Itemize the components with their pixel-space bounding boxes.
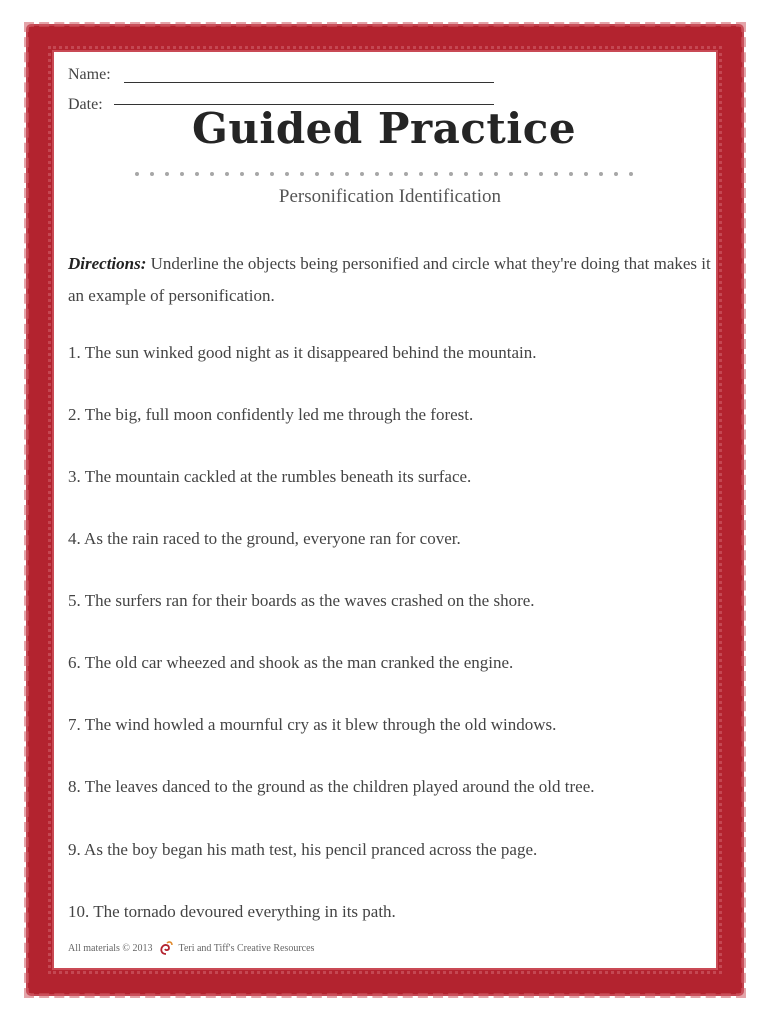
directions-paragraph <box>68 248 720 312</box>
divider-dot <box>270 172 274 176</box>
divider-dot <box>165 172 169 176</box>
list-item: 10. The tornado devoured everything in its path. <box>68 902 396 921</box>
divider-dot <box>180 172 184 176</box>
divider-dot <box>419 172 423 176</box>
divider-dot <box>629 172 633 176</box>
divider-dot <box>539 172 543 176</box>
divider-dot <box>434 172 438 176</box>
list-item: 7. The wind howled a mournful cry as it blew through the old windows. <box>68 715 557 734</box>
divider-dot <box>285 172 289 176</box>
divider-dot <box>584 172 588 176</box>
divider-dot <box>255 172 259 176</box>
divider-dot <box>554 172 558 176</box>
divider-dot <box>210 172 214 176</box>
directions-text: Underline the objects being personified and circle what they're doing that makes it an example of personification. <box>68 254 711 305</box>
list-item: 9. As the boy began his math test, his pencil pranced across the page. <box>68 840 538 859</box>
name-label: Name: <box>68 66 111 83</box>
divider-dot <box>300 172 304 176</box>
footer <box>68 940 314 956</box>
divider-dot <box>330 172 334 176</box>
divider-dot <box>479 172 483 176</box>
divider-dot <box>135 172 139 176</box>
divider-dot <box>449 172 453 176</box>
divider-dot <box>614 172 618 176</box>
divider-dot <box>315 172 319 176</box>
divider-dot <box>360 172 364 176</box>
divider-dot <box>494 172 498 176</box>
divider-dot <box>195 172 199 176</box>
list-item: 4. As the rain raced to the ground, everyone ran for cover. <box>68 529 461 548</box>
divider-dot <box>375 172 379 176</box>
name-line[interactable] <box>124 82 494 83</box>
divider-dot <box>389 172 393 176</box>
divider-dot <box>569 172 573 176</box>
list-item: 8. The leaves danced to the ground as the children played around the old tree. <box>68 777 595 796</box>
copyright-text: All materials © 2013 <box>68 942 153 954</box>
divider-dot <box>345 172 349 176</box>
divider-dot <box>150 172 154 176</box>
divider-dot <box>524 172 528 176</box>
list-item: 5. The surfers ran for their boards as the waves crashed on the shore. <box>68 591 535 610</box>
divider-dot <box>509 172 513 176</box>
divider-dot <box>599 172 603 176</box>
divider-dot <box>240 172 244 176</box>
divider-dot <box>404 172 408 176</box>
list-item: 2. The big, full moon confidently led me through the forest. <box>68 405 474 424</box>
divider-dot <box>464 172 468 176</box>
list-item: 6. The old car wheezed and shook as the man cranked the engine. <box>68 653 514 672</box>
brand-text: Teri and Tiff's Creative Resources <box>178 942 315 954</box>
divider-dot <box>225 172 229 176</box>
list-item: 3. The mountain cackled at the rumbles beneath its surface. <box>68 467 472 486</box>
dotted-divider <box>135 170 633 178</box>
directions-label: Directions: <box>68 254 147 273</box>
list-item: 1. The sun winked good night as it disappeared behind the mountain. <box>68 343 537 362</box>
swirl-logo-icon <box>158 940 174 956</box>
page-subtitle: Personification Identification <box>278 186 502 207</box>
date-label: Date: <box>68 96 103 113</box>
page-title: Guided Practice <box>191 104 577 153</box>
